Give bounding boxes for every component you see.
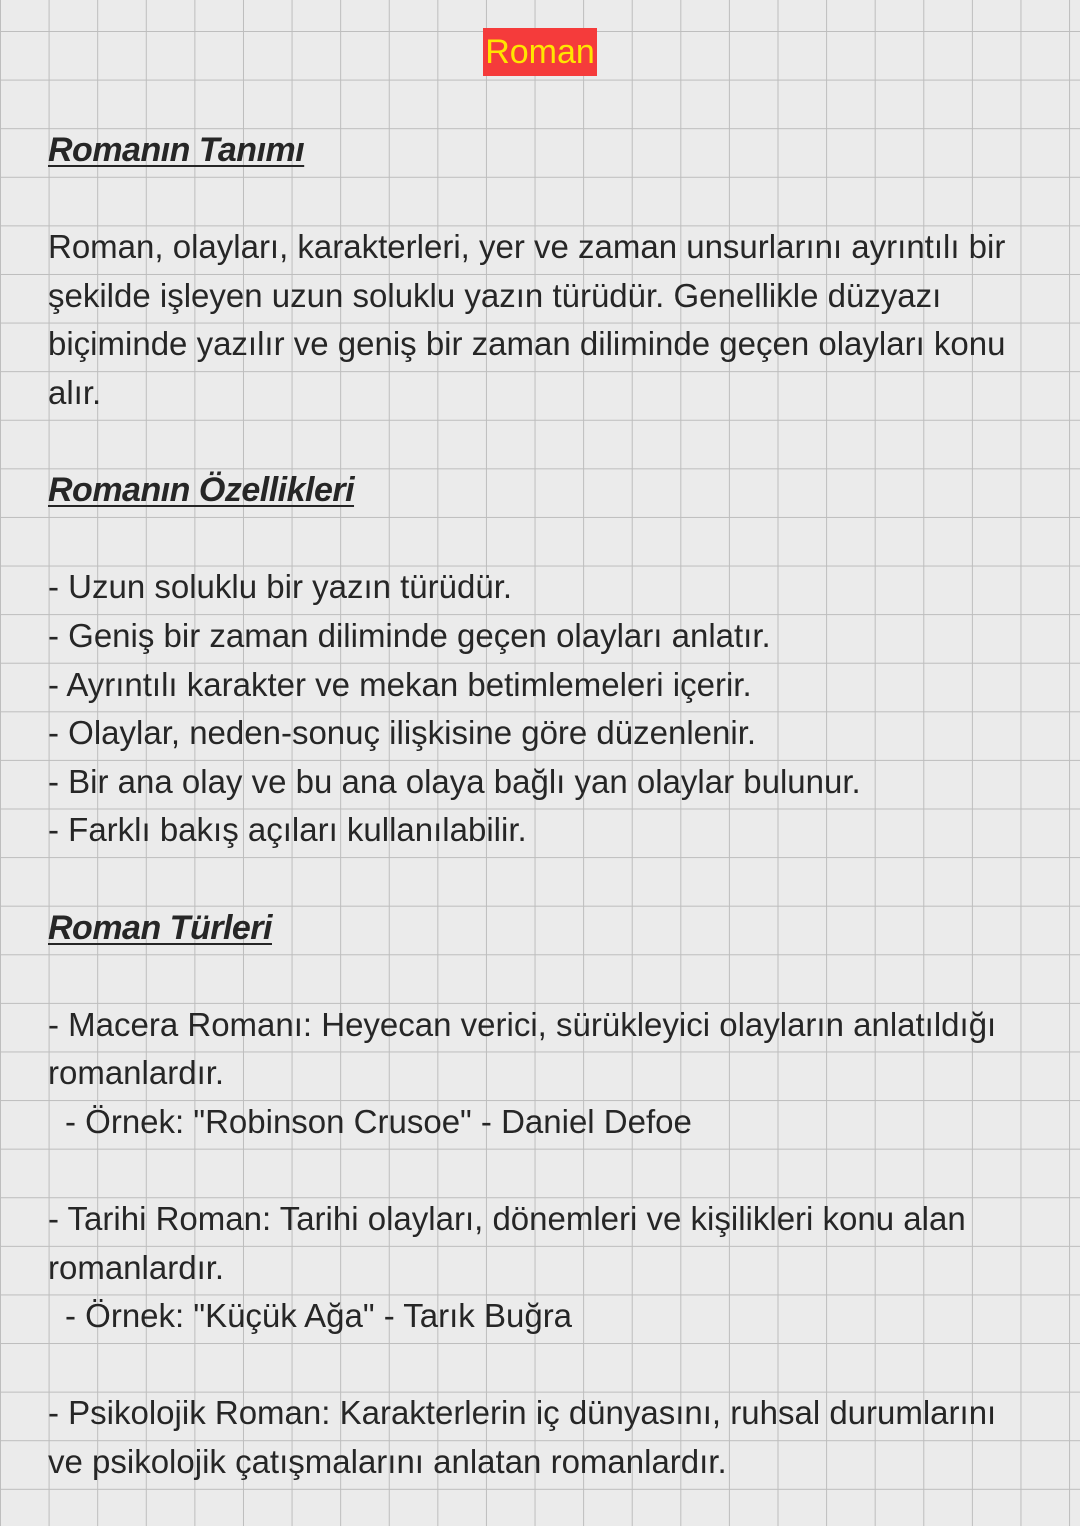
list-item: - Farklı bakış açıları kullanılabilir.: [48, 811, 527, 849]
list-item: - Geniş bir zaman diliminde geçen olayları anlatır.: [48, 616, 771, 654]
definition-heading: Romanın Tanımı: [48, 131, 305, 169]
page-title: Roman: [483, 28, 597, 76]
definition-text: Roman, olayları, karakterleri, yer ve zaman unsurlarını ayrıntılı bir şekilde işleyen uzun soluklu yazın türüdür. Genellikle düzyazı biçiminde yazılır ve geniş bir zaman diliminde geçen olayları konu alır.: [48, 228, 1015, 411]
title-container: [0, 28, 1080, 78]
type-example-adventure: - Örnek: "Robinson Crusoe" - Daniel Defoe: [65, 1102, 692, 1140]
type-item-historical: - Tarihi Roman: Tarihi olayları, dönemleri ve kişilikleri konu alan romanlardır.: [48, 1200, 975, 1286]
list-item: - Uzun soluklu bir yazın türüdür.: [48, 568, 513, 606]
note-page: [48, 28, 1038, 1487]
type-item-psychological: - Psikolojik Roman: Karakterlerin iç dünyasını, ruhsal durumlarını ve psikolojik çatışmalarını anlatan romanlardır.: [48, 1394, 1006, 1481]
types-heading: Roman Türleri: [48, 908, 272, 947]
features-list: [48, 563, 1038, 855]
list-item: - Ayrıntılı karakter ve mekan betimlemeleri içerir.: [48, 665, 752, 703]
type-item-adventure: - Macera Romanı: Heyecan verici, sürükleyici olayların anlatıldığı romanlardır.: [48, 1005, 1006, 1092]
list-item: - Olaylar, neden-sonuç ilişkisine göre düzenlenir.: [48, 714, 757, 752]
type-example-historical: - Örnek: "Küçük Ağa" - Tarık Buğra: [65, 1297, 573, 1335]
features-heading: Romanın Özellikleri: [48, 471, 355, 510]
list-item: - Bir ana olay ve bu ana olaya bağlı yan olaylar bulunur.: [48, 762, 861, 800]
